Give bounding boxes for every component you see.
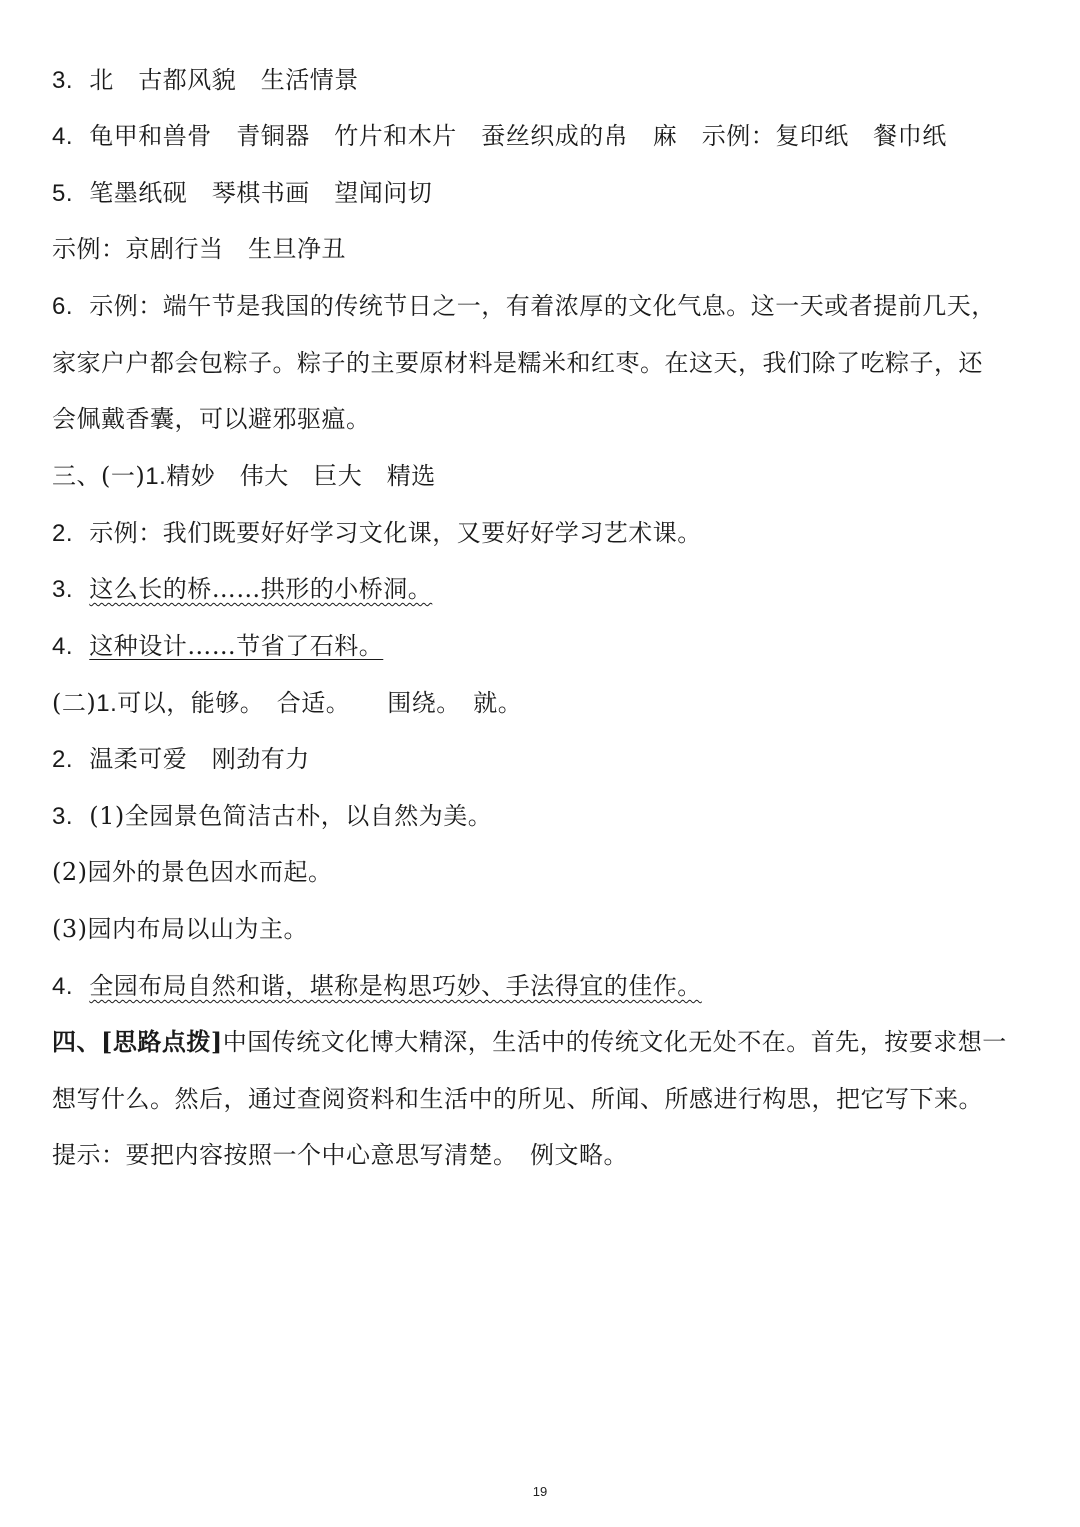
section-three-line-1 bbox=[52, 460, 436, 493]
answer-text: 可以，能够。 合适。 围绕。 就。 bbox=[117, 689, 523, 717]
item-number: 1. bbox=[145, 463, 167, 490]
item-number: 4. bbox=[52, 123, 74, 150]
answer-text: 会佩戴香囊，可以避邪驱瘟。 bbox=[52, 405, 371, 433]
section-three-part-two-line-2 bbox=[52, 743, 310, 776]
item-number: 2. bbox=[52, 520, 74, 547]
section-prefix: 四、 bbox=[52, 1027, 101, 1056]
answer-text: 家家户户都会包粽子。粽子的主要原材料是糯米和红枣。在这天，我们除了吃粽子，还 bbox=[52, 349, 983, 377]
section-three-part-two-line-3 bbox=[52, 800, 492, 833]
section-four-line-3 bbox=[52, 1139, 628, 1171]
answer-text: (3)园内布局以山为主。 bbox=[52, 915, 308, 943]
answer-text: 龟甲和兽骨 青铜器 竹片和木片 蚕丝织成的帛 麻 示例：复印纸 餐巾纸 bbox=[89, 122, 947, 150]
answer-line-6 bbox=[52, 290, 996, 323]
section-three-line-3 bbox=[52, 573, 432, 606]
hint-label: [思路点拨] bbox=[101, 1027, 223, 1056]
sub-answer-3 bbox=[52, 913, 308, 945]
answer-line-5 bbox=[52, 177, 432, 210]
item-number: 6. bbox=[52, 293, 74, 320]
item-number: 4. bbox=[52, 973, 74, 1000]
underlined-answer: 这种设计……节省了石料。 bbox=[89, 632, 384, 660]
item-number: 3. bbox=[52, 576, 74, 603]
answer-text: 中国传统文化博大精深，生活中的传统文化无处不在。首先，按要求想一 bbox=[222, 1028, 1007, 1056]
answer-text: (2)园外的景色因水而起。 bbox=[52, 858, 333, 886]
answer-text: 想写什么。然后，通过查阅资料和生活中的所见、所闻、所感进行构思，把它写下来。 bbox=[52, 1085, 983, 1113]
answer-line-4 bbox=[52, 120, 947, 153]
answer-line-3 bbox=[52, 64, 359, 97]
answer-text: 温柔可爱 刚劲有力 bbox=[89, 745, 310, 773]
answer-text: 提示：要把内容按照一个中心意思写清楚。 例文略。 bbox=[52, 1141, 628, 1169]
section-four-line-2 bbox=[52, 1083, 983, 1115]
item-number: 3. bbox=[52, 67, 74, 94]
answer-text: 示例：京剧行当 生旦净丑 bbox=[52, 235, 346, 263]
answer-text: 示例：我们既要好好学习文化课，又要好好学习艺术课。 bbox=[89, 519, 702, 547]
answer-text: 示例：端午节是我国的传统节日之一，有着浓厚的文化气息。这一天或者提前几天， bbox=[89, 292, 996, 320]
section-three-line-2 bbox=[52, 517, 702, 550]
answer-line-6-cont-2 bbox=[52, 403, 371, 435]
answer-text: (1)全园景色简洁古朴，以自然为美。 bbox=[89, 802, 493, 830]
section-prefix: (二) bbox=[52, 689, 97, 717]
wavy-underlined-answer: 这么长的桥……拱形的小桥洞。 bbox=[89, 575, 433, 603]
section-four-line-1 bbox=[52, 1026, 1007, 1058]
page-number: 19 bbox=[532, 1484, 548, 1499]
item-number: 3. bbox=[52, 803, 74, 830]
section-three-part-two-line-1 bbox=[52, 687, 522, 720]
answer-line-6-cont-1 bbox=[52, 347, 983, 379]
answer-text: 北 古都风貌 生活情景 bbox=[89, 66, 359, 94]
answer-line-example bbox=[52, 233, 346, 265]
answer-text: 笔墨纸砚 琴棋书画 望闻问切 bbox=[89, 179, 433, 207]
item-number: 5. bbox=[52, 180, 74, 207]
section-prefix: 三、(一) bbox=[52, 462, 146, 490]
item-number: 1. bbox=[96, 690, 118, 717]
item-number: 4. bbox=[52, 633, 74, 660]
section-three-part-two-line-4 bbox=[52, 970, 702, 1003]
sub-answer-2 bbox=[52, 856, 333, 888]
section-three-line-4 bbox=[52, 630, 383, 663]
wavy-underlined-answer: 全园布局自然和谐，堪称是构思巧妙、手法得宜的佳作。 bbox=[89, 972, 702, 1000]
answer-text: 精妙 伟大 巨大 精选 bbox=[166, 462, 436, 490]
item-number: 2. bbox=[52, 746, 74, 773]
